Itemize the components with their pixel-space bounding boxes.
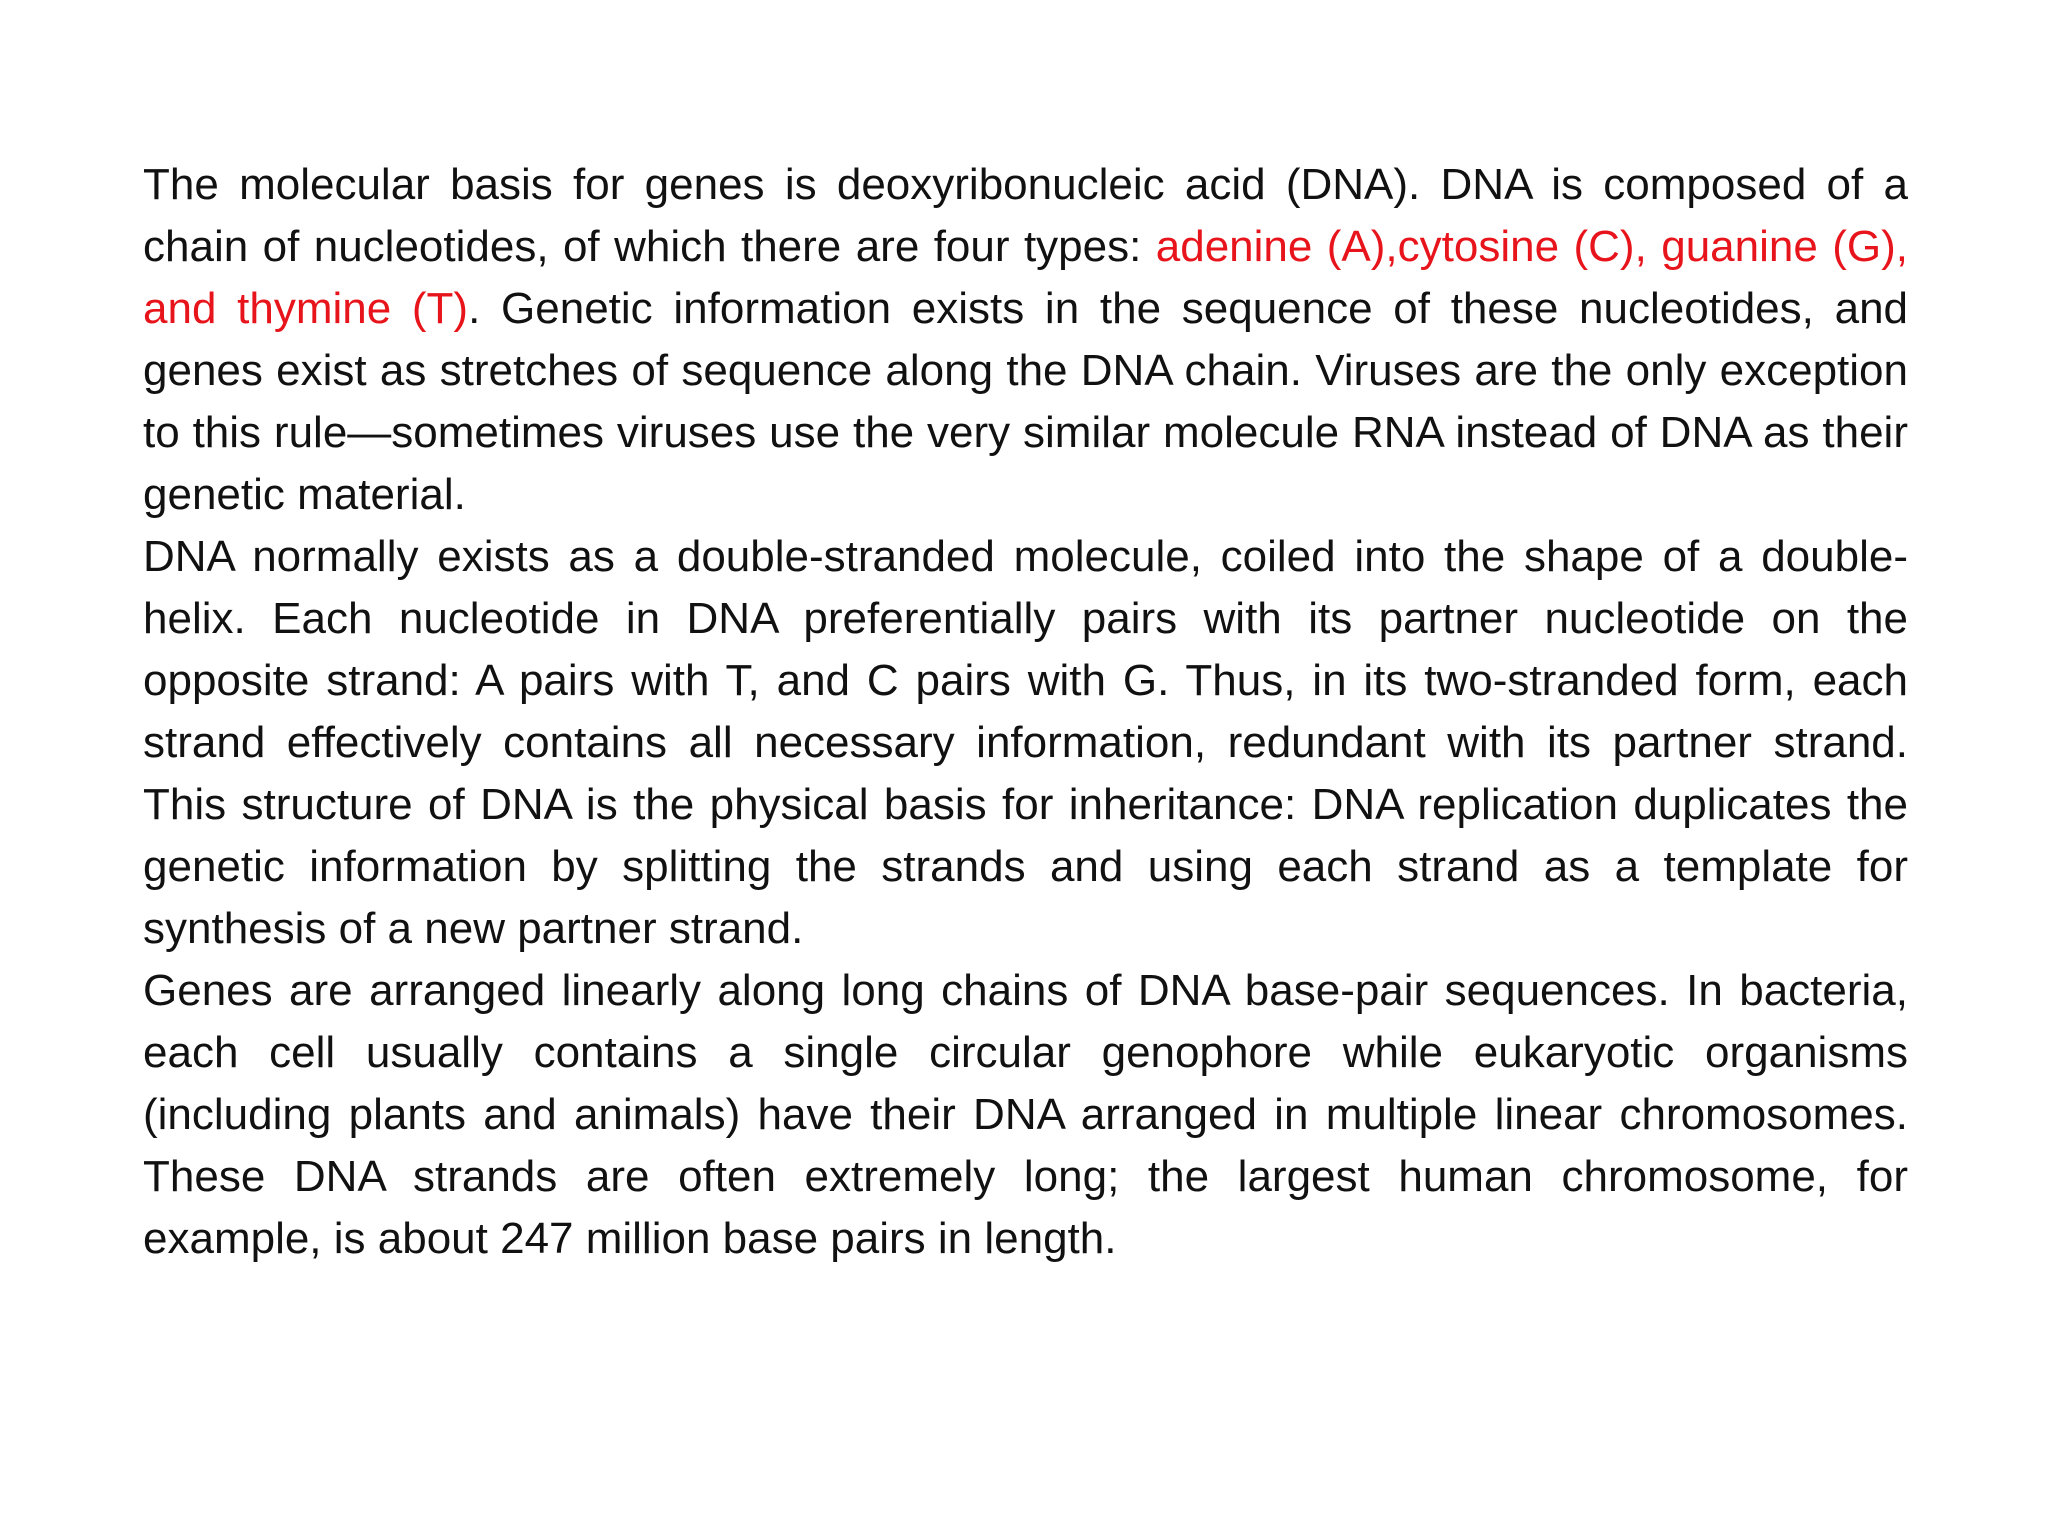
nucleotide-types-highlight: adenine (A),cytosine (C), guanine (G), and thymine (T) (143, 222, 1908, 333)
body-text (143, 154, 1908, 1270)
paragraph-double-helix: DNA normally exists as a double-stranded molecule, coiled into the shape of a double-helix. Each nucleotide in DNA preferentially pairs with its partner nucleotide on the opposite strand: A pairs with T, and C pairs with G. Thus, in its two-stranded form, each strand effectively contains all necessary information, redundant with its partner strand. This structure of DNA is the physical basis for inheritance: DNA replication duplicates the genetic information by splitting the strands and using each strand as a template for synthesis of a new partner strand. (143, 532, 1908, 953)
paragraph-1-intro: The molecular basis for genes is deoxyribonucleic acid (DNA). DNA is composed of a chain of nucleotides, of which there are four types: (143, 160, 1908, 271)
paragraph-1-rest: . Genetic information exists in the sequence of these nucleotides, and genes exist as stretches of sequence along the DNA chain. Viruses are the only exception to this rule—sometimes viruses use the very similar molecule RNA instead of DNA as their genetic material. (143, 284, 1909, 519)
paragraph-chromosomes: Genes are arranged linearly along long chains of DNA base-pair sequences. In bacteria, each cell usually contains a single circular genophore while eukaryotic organisms (including plants and animals) have their DNA arranged in multiple linear chromosomes. These DNA strands are often extremely long; the largest human chromosome, for example, is about 247 million base pairs in length. (143, 966, 1908, 1263)
paragraph-genes-dna (143, 154, 1908, 526)
